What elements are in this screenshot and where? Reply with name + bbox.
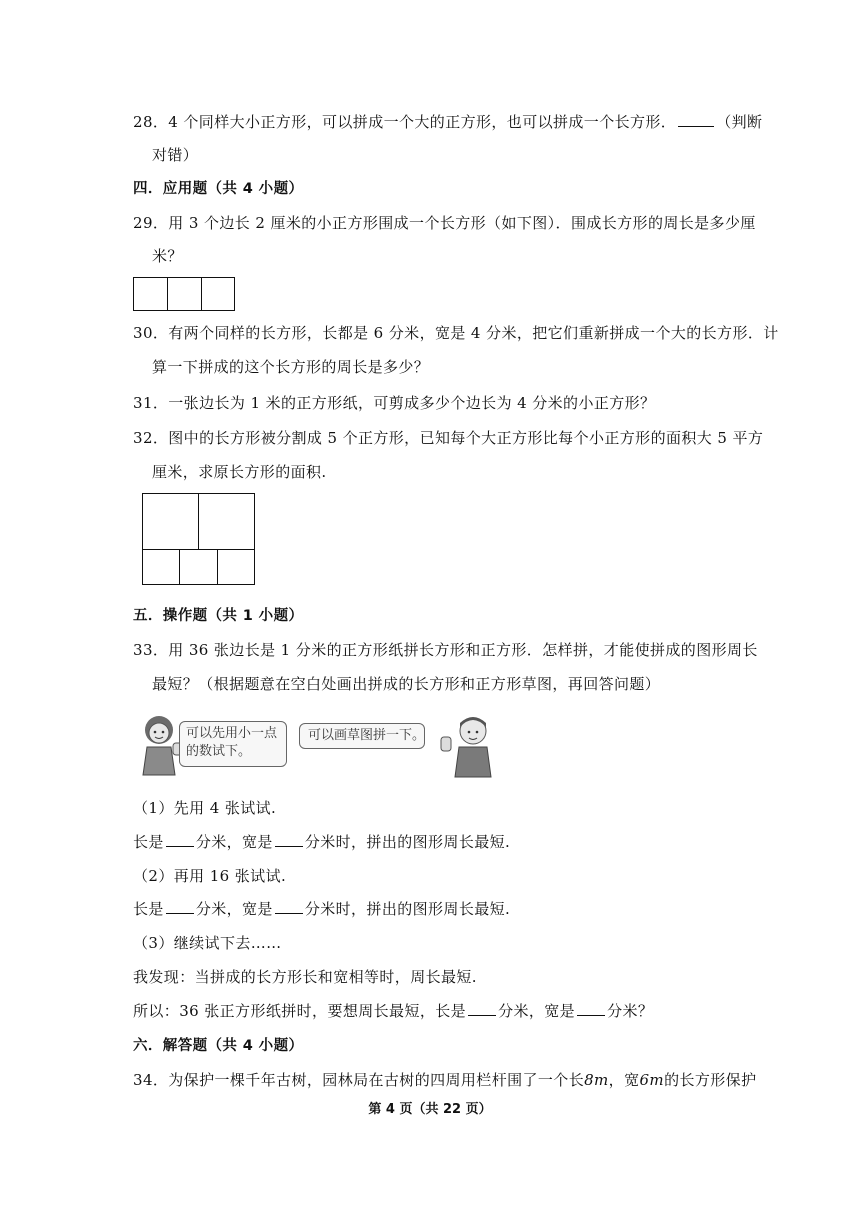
page-footer: 第 4 页（共 22 页） [368, 1102, 492, 1117]
answer-blank[interactable] [678, 112, 714, 127]
q33-step3: （3）继续试下去…… [133, 934, 282, 952]
square [167, 277, 202, 311]
q28-line2: 对错） [152, 146, 199, 164]
answer-blank[interactable] [275, 832, 303, 847]
answer-blank[interactable] [468, 1001, 496, 1016]
q34-line1: 34．为保护一棵千年古树，园林局在古树的四周用栏杆围了一个长8m，宽6m的长方形保护 [133, 1071, 757, 1089]
q30-line2: 算一下拼成的这个长方形的周长是多少？ [152, 358, 430, 376]
q33-line2: 最短？（根据题意在空白处画出拼成的长方形和正方形草图，再回答问题） [152, 675, 661, 693]
q33-step1-answer: 长是 分米，宽是 分米时，拼出的图形周长最短. [133, 833, 511, 851]
answer-blank[interactable] [166, 899, 194, 914]
square [133, 277, 168, 311]
q31-text: 31．一张边长为 1 米的正方形纸，可剪成多少个边长为 4 分米的小正方形？ [133, 394, 656, 412]
q33-discovery: 我发现：当拼成的长方形长和宽相等时，周长最短. [133, 968, 477, 986]
q33-line1: 33．用 36 张边长是 1 分米的正方形纸拼长方形和正方形．怎样拼，才能使拼成的图形周长 [133, 641, 758, 659]
speech-bubble-right: 可以画草图拼一下。 [299, 723, 425, 749]
kids-illustration [133, 713, 505, 781]
q29-line2: 米？ [152, 247, 183, 265]
section-heading-4: 四．应用题（共 4 小题） [133, 181, 304, 197]
three-squares-figure [133, 277, 235, 311]
answer-blank[interactable] [577, 1001, 605, 1016]
q29-line1: 29．用 3 个边长 2 厘米的小正方形围成一个长方形（如下图）．围成长方形的周长是多少厘 [133, 214, 756, 232]
q33-step1: （1）先用 4 张试试. [133, 799, 277, 817]
q28-line1: 28．4 个同样大小正方形，可以拼成一个大的正方形，也可以拼成一个长方形． （判断 [133, 113, 763, 131]
answer-blank[interactable] [166, 832, 194, 847]
small-square [217, 549, 255, 585]
q32-line1: 32．图中的长方形被分割成 5 个正方形，已知每个大正方形比每个小正方形的面积大 5 平方 [133, 429, 764, 447]
small-square [179, 549, 218, 585]
square [201, 277, 235, 311]
q33-step2: （2）再用 16 张试试. [133, 867, 287, 885]
section-heading-5: 五．操作题（共 1 小题） [133, 608, 304, 624]
speech-bubble-left: 可以先用小一点的数试下。 [179, 721, 287, 767]
boy-icon [435, 713, 505, 781]
small-square [142, 549, 180, 585]
section-heading-6: 六．解答题（共 4 小题） [133, 1038, 304, 1054]
answer-blank[interactable] [275, 899, 303, 914]
q30-line1: 30．有两个同样的长方形，长都是 6 分米，宽是 4 分米，把它们重新拼成一个大的长方形．计 [133, 324, 779, 342]
large-square [142, 493, 199, 550]
large-square [198, 493, 255, 550]
q33-step2-answer: 长是 分米，宽是 分米时，拼出的图形周长最短. [133, 900, 511, 918]
q33-conclusion: 所以：36 张正方形纸拼时，要想周长最短，长是 分米，宽是 分米？ [133, 1002, 654, 1020]
q32-line2: 厘米，求原长方形的面积. [152, 463, 327, 481]
five-squares-figure [142, 493, 255, 585]
